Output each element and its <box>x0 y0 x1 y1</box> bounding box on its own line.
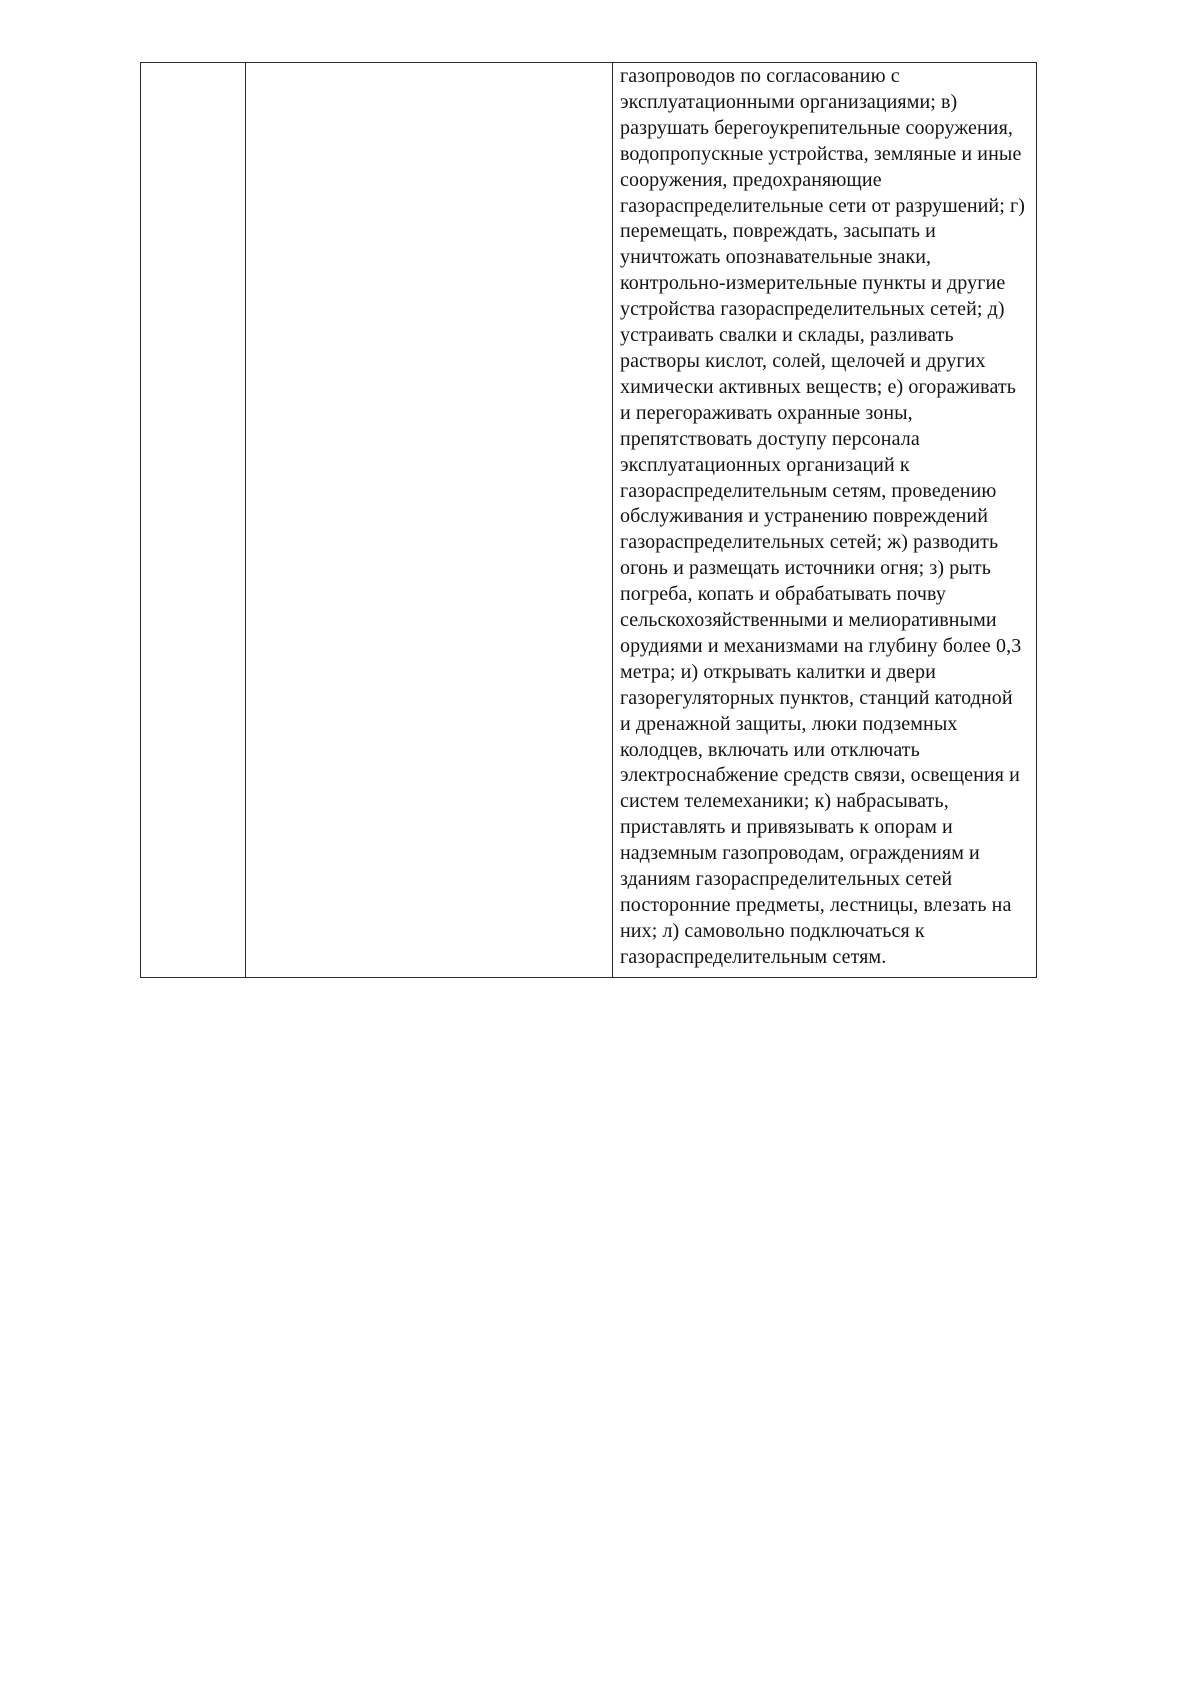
document-table <box>140 62 1037 978</box>
table-cell-number <box>141 63 246 978</box>
table-cell-label <box>246 63 613 978</box>
table-cell-body-text: газопроводов по согласованию с эксплуатационными организациями; в) разрушать берегоукрепительные сооружения, водопропускные устройства, земляные и иные сооружения, предохраняющие газораспределительные сети от разрушений; г) перемещать, повреждать, засыпать и уничтожать опознавательные знаки, контрольно-измерительные пункты и другие устройства газораспределительных сетей; д) устраивать свалки и склады, разливать растворы кислот, солей, щелочей и других химически активных веществ; е) огораживать и перегораживать охранные зоны, препятствовать доступу персонала эксплуатационных организаций к газораспределительным сетям, проведению обслуживания и устранению повреждений газораспределительных сетей; ж) разводить огонь и размещать источники огня; з) рыть погреба, копать и обрабатывать почву сельскохозяйственными и мелиоративными орудиями и механизмами на глубину более 0,3 метра; и) открывать калитки и двери газорегуляторных пунктов, станций катодной и дренажной защиты, люки подземных колодцев, включать или отключать электроснабжение средств связи, освещения и систем телемеханики; к) набрасывать, приставлять и привязывать к опорам и надземным газопроводам, ограждениям и зданиям газораспределительных сетей посторонние предметы, лестницы, влезать на них; л) самовольно подключаться к газораспределительным сетям. <box>613 63 1037 978</box>
table-row <box>141 63 1037 978</box>
